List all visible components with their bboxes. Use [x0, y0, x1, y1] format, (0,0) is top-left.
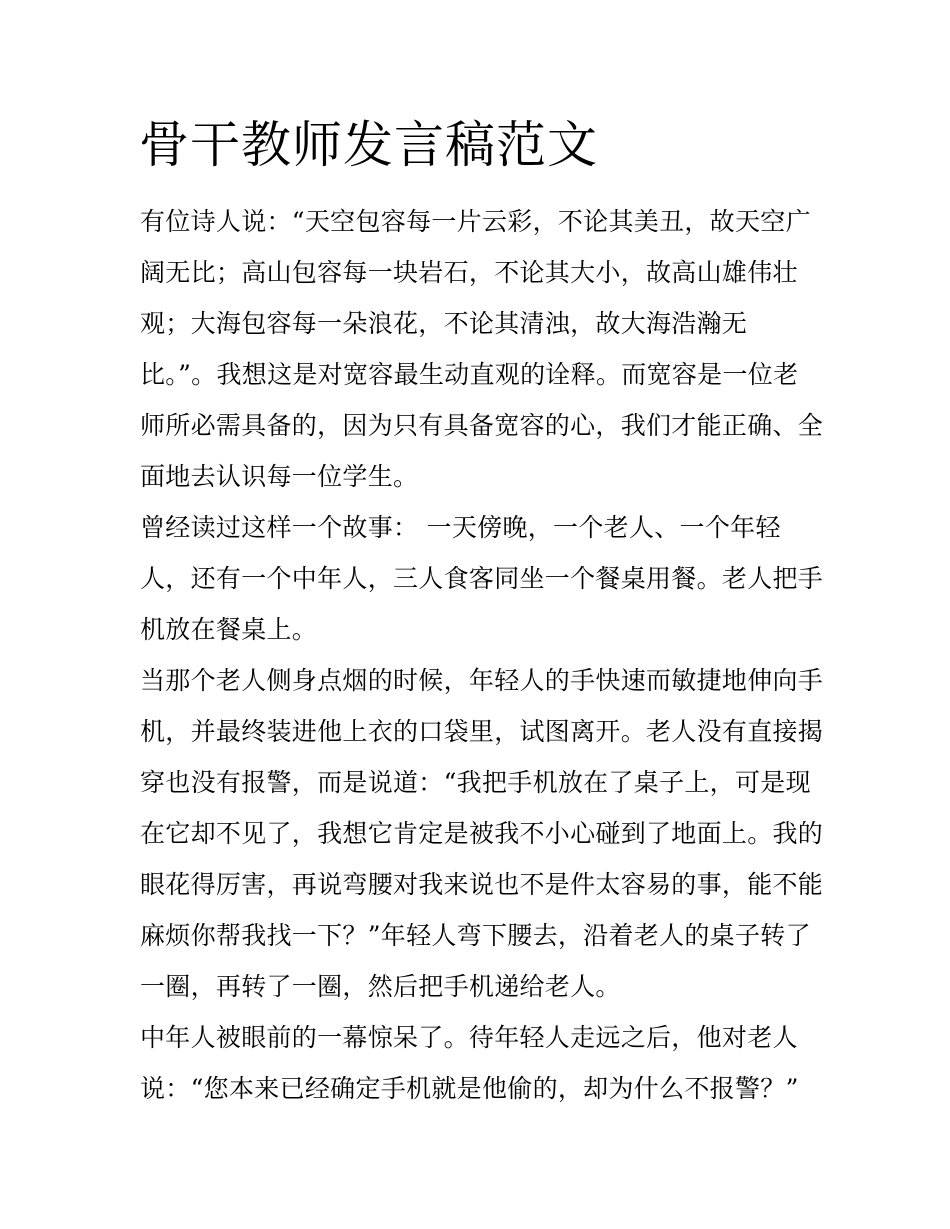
text-line: 麻烦你帮我找一下？”年轻人弯下腰去，沿着老人的桌子转了 — [140, 921, 811, 950]
text-line: 比。”。我想这是对宽容最生动直观的诠释。而宽容是一位老 — [140, 360, 799, 389]
text-line: 人，还有一个中年人，三人食客同坐一个餐桌用餐。老人把手 — [140, 564, 824, 593]
text-line: 在它却不见了，我想它肯定是被我不小心碰到了地面上。我的 — [140, 819, 824, 848]
text-line: 有位诗人说：“天空包容每一片云彩，不论其美丑，故天空广 — [140, 207, 811, 236]
text-line: 穿也没有报警，而是说道：“我把手机放在了桌子上，可是现 — [140, 768, 811, 797]
text-line: 师所必需具备的，因为只有具备宽容的心，我们才能正确、全 — [140, 411, 824, 440]
text-line: 当那个老人侧身点烟的时候，年轻人的手快速而敏捷地伸向手 — [140, 666, 824, 695]
text-line: 一圈，再转了一圈，然后把手机递给老人。 — [140, 972, 621, 1001]
text-line: 中年人被眼前的一幕惊呆了。待年轻人走远之后，他对老人 — [140, 1023, 798, 1052]
text-line: 面地去认识每一位学生。 — [140, 462, 419, 491]
text-line: 阔无比；高山包容每一块岩石，不论其大小，故高山雄伟壮 — [140, 258, 798, 287]
text-line: 曾经读过这样一个故事： 一天傍晚，一个老人、一个年轻 — [140, 513, 781, 542]
text-line: 说：“您本来已经确定手机就是他偷的，却为什么不报警？” — [140, 1074, 799, 1103]
text-line: 机放在餐桌上。 — [140, 615, 318, 644]
text-line: 观；大海包容每一朵浪花，不论其清浊，故大海浩瀚无 — [140, 309, 748, 338]
text-line: 眼花得厉害，再说弯腰对我来说也不是件太容易的事，能不能 — [140, 870, 824, 899]
page-title: 骨干教师发言稿范文 — [139, 116, 598, 174]
text-line: 机，并最终装进他上衣的口袋里，试图离开。老人没有直接揭 — [140, 717, 824, 746]
